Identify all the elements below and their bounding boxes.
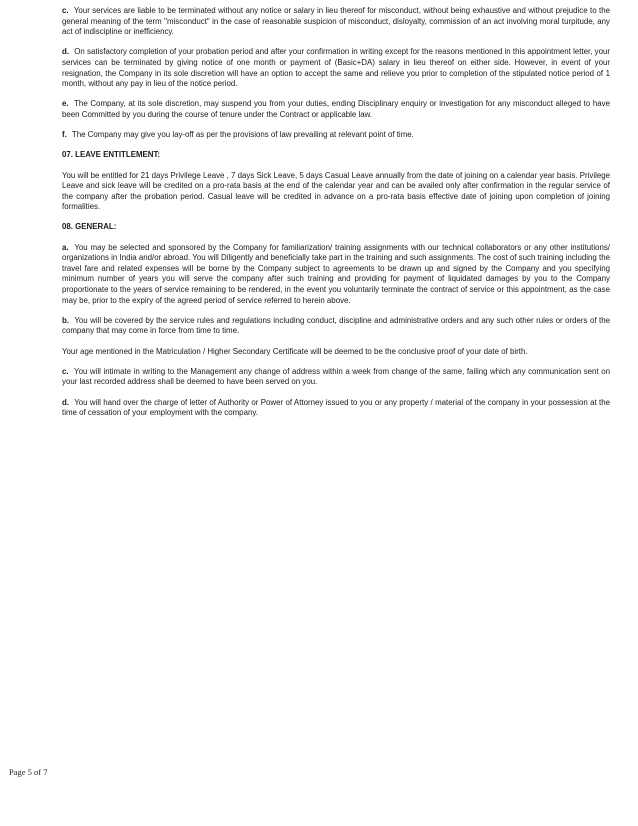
clause-e-suspension — [62, 99, 610, 120]
general-clause-d-handover — [62, 398, 610, 419]
clause-d-notice-period — [62, 47, 610, 89]
clause-f-layoff — [62, 130, 610, 141]
clause-label: c. — [62, 366, 69, 376]
clause-label: c. — [62, 6, 69, 15]
section-heading-leave: 07. LEAVE ENTITLEMENT: — [62, 150, 161, 160]
page-number: Page 5 of 7 — [9, 767, 48, 777]
general-age-proof: Your age mentioned in the Matriculation / Higher Secondary Certificate will be deemed to be the conclusive proof of your date of birth. — [62, 346, 528, 356]
clause-text: On satisfactory completion of your probation period and after your confirmation in writing except for the reasons mentioned in this appointment letter, your services can be terminated by giving notice of one month or payment of (Basic+DA) salary in lieu thereof on either side. However, in event of your resignation, the Company in its sole discretion will have an option to accept the same and relieve you prior to completion of the stipulated notice period of 1 month, without any pay in lieu of the notice period. — [62, 47, 610, 89]
clause-label: a. — [62, 242, 69, 252]
clause-label: b. — [62, 315, 70, 325]
general-clause-b-rules — [62, 316, 610, 337]
general-clause-c-address — [62, 367, 610, 388]
section-heading-general: 08. GENERAL: — [62, 222, 117, 232]
clause-text: Your services are liable to be terminated without any notice or salary in lieu thereof for misconduct, without being exhaustive and without prejudice to the general meaning of the term "misconduct" in the case of reasonable suspicion of misconduct, disloyalty, commission of an act involving moral turpitude, any act of indiscipline or inefficiency. — [62, 6, 610, 37]
clause-text: You will hand over the charge of letter of Authority or Power of Attorney issued to you or any property / material of the company in your possession at the time of cessation of your employment with the company. — [62, 397, 610, 418]
clause-label: e. — [62, 99, 69, 109]
leave-entitlement-text: You will be entitled for 21 days Privilege Leave , 7 days Sick Leave, 5 days Casual Leave annually from the date of joining on a calendar year basis. Privilege Leave and sick leave will be credited on a pro-rata basis at the end of the calendar year and can be availed only after confirmation in the regular service of the company after the probation period. Casual leave will be credited in advance on a pro-rata basis effective date of joining upon completion of joining formalities. — [62, 170, 610, 212]
clause-c-termination — [62, 6, 610, 38]
general-clause-a-training — [62, 243, 610, 307]
document-body — [62, 6, 610, 428]
clause-label: d. — [62, 397, 70, 407]
clause-text: The Company, at its sole discretion, may suspend you from your duties, ending Disciplinary enquiry or investigation for any misconduct alleged to have been Committed by you during the course of tenure under the Contract or applicable law. — [62, 99, 610, 119]
clause-label: f. — [62, 130, 67, 140]
clause-text: You will be covered by the service rules and regulations including conduct, discipline and administrative orders and any such other rules or orders of the company that may come in force from time to time. — [62, 315, 610, 336]
clause-text: The Company may give you lay-off as per the provisions of law prevailing at relevant point of time. — [71, 130, 414, 140]
clause-label: d. — [62, 47, 70, 57]
clause-text: You will intimate in writing to the Management any change of address within a week from change of the same, failing which any communication sent on your last recorded address shall be deemed to have been served on you. — [62, 366, 610, 387]
clause-text: You may be selected and sponsored by the Company for familiarization/ training assignments with our technical collaborators or any other institutions/ organizations in India and/or abroad. You will Diligently and beneficially take part in the training and such assignments. The cost of such training including the travel fare and related expenses will be borne by the Company subject to agreements to be drawn up and signed by the Company and you specifying minimum number of years you will serve the company after such training and providing for payment of liquidated damages by you to the Company proportionate to the years of service remaining to be rendered, in the event you voluntarily terminate the contract of service or this appointment, as the case may be, prior to the expiry of the agreed period of service referred to herein above. — [62, 242, 610, 305]
